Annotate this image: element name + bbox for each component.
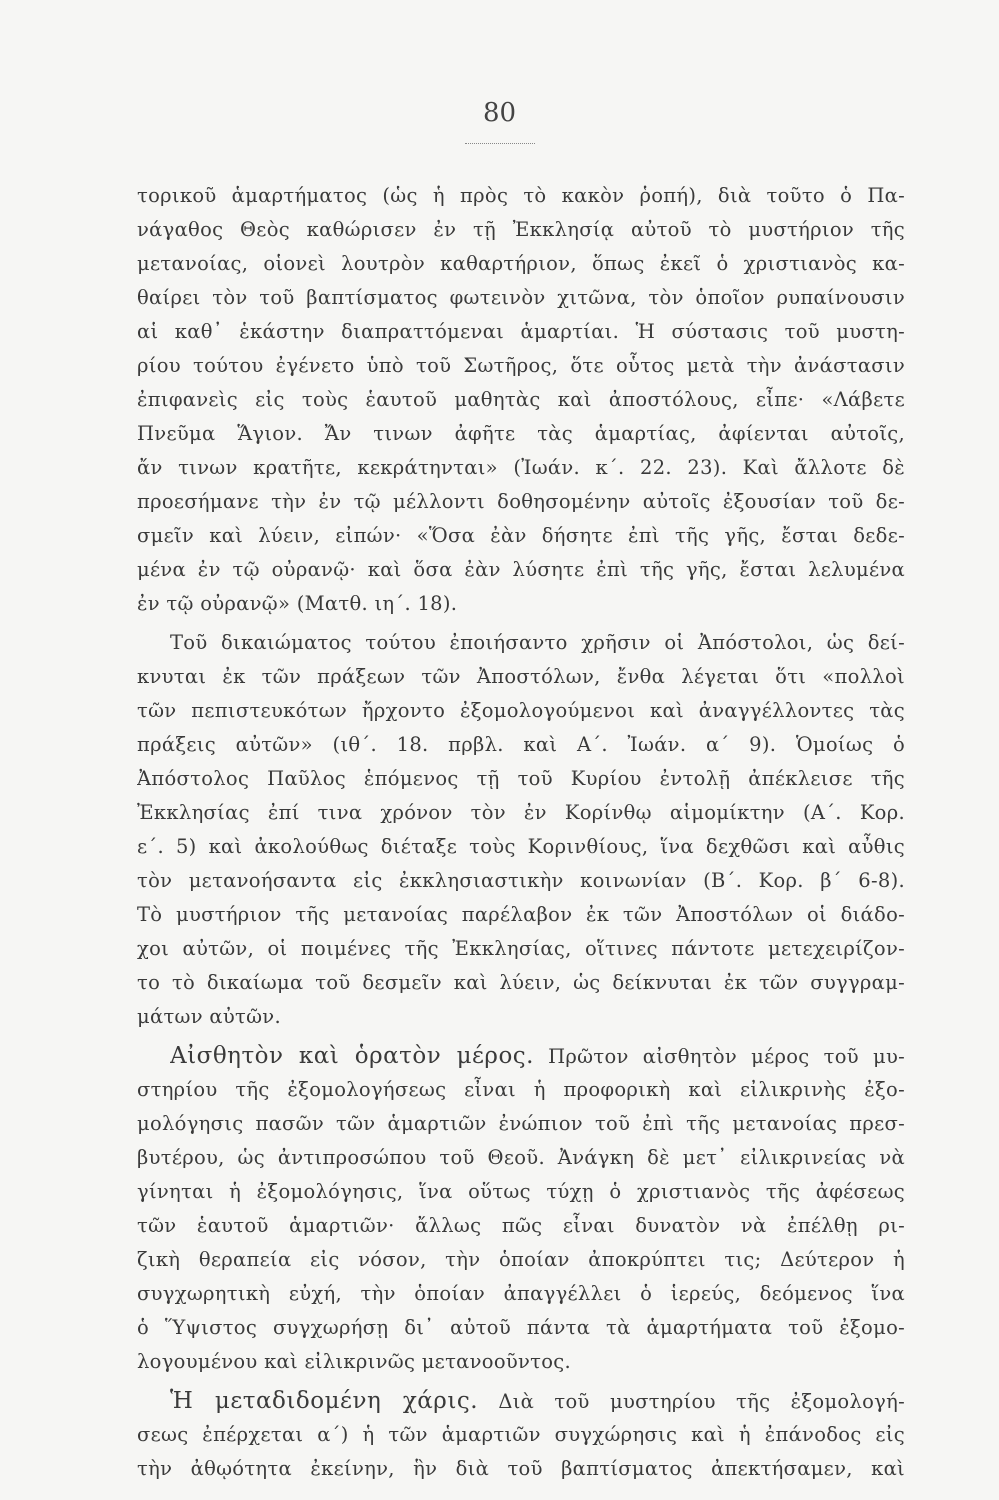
page-number: 80 (482, 98, 517, 128)
section-heading-line (170, 1038, 905, 1074)
text-line: ε΄. 5) καὶ ἀκολούθως διέταξε τοὺς Κορινθίους, ἵνα δεχθῶσι καὶ αὖθις (137, 835, 905, 858)
text-line: Ἐκκλησίας ἐπί τινα χρόνον τὸν ἐν Κορίνθῳ αἱμομίκτην (Α΄. Κορ. (137, 801, 905, 824)
text-line: τὸν μετανοήσαντα εἰς ἐκκλησιαστικὴν κοινωνίαν (Β΄. Κορ. β΄ 6-8). (137, 869, 905, 892)
section-heading: Αἰσθητὸν καὶ ὁρατὸν μέρος. (170, 1043, 534, 1069)
text-line: προεσήμανε τὴν ἐν τῷ μέλλοντι δοθησομένην αὐτοῖς ἐξουσίαν τοῦ δε- (137, 490, 905, 513)
text-line: γίνηται ἡ ἐξομολόγησις, ἵνα οὕτως τύχῃ ὁ χριστιανὸς τῆς ἀφέσεως (137, 1180, 905, 1203)
text-line: νάγαθος Θεὸς καθώρισεν ἐν τῇ Ἐκκλησίᾳ αὐτοῦ τὸ μυστήριον τῆς (137, 218, 905, 241)
text-line: μετανοίας, οἱονεὶ λουτρὸν καθαρτήριον, ὅπως ἐκεῖ ὁ χριστιανὸς κα- (137, 252, 905, 275)
text-line: στηρίου τῆς ἐξομολογήσεως εἶναι ἡ προφορικὴ καὶ εἰλικρινὴς ἐξο- (137, 1078, 905, 1101)
heading-line-text: Πρῶτον αἰσθητὸν μέρος τοῦ μυ- (534, 1045, 905, 1068)
text-line: μολόγησις πασῶν τῶν ἁμαρτιῶν ἐνώπιον τοῦ ἐπὶ τῆς μετανοίας πρεσ- (137, 1112, 905, 1135)
heading-line-text: Διὰ τοῦ μυστηρίου τῆς ἐξομολογή- (478, 1390, 905, 1413)
text-line: τῶν πεπιστευκότων ἤρχοντο ἐξομολογούμενοι καὶ ἀναγγέλλοντες τὰς (137, 699, 905, 722)
text-line: πράξεις αὐτῶν» (ιθ΄. 18. πρβλ. καὶ Α΄. Ἰωάν. α΄ 9). Ὁμοίως ὁ (137, 733, 905, 756)
text-line: μάτων αὐτῶν. (137, 1005, 281, 1028)
text-line: ὁ Ὕψιστος συγχωρήσῃ δι᾽ αὐτοῦ πάντα τὰ ἁμαρτήματα τοῦ ἐξομο- (137, 1316, 905, 1339)
text-line: βυτέρου, ὡς ἀντιπροσώπου τοῦ Θεοῦ. Ἀνάγκη δὲ μετ᾽ εἰλικρινείας νὰ (137, 1146, 905, 1169)
text-line: συγχωρητικὴ εὐχή, τὴν ὁποίαν ἀπαγγέλλει ὁ ἱερεύς, δεόμενος ἵνα (137, 1282, 905, 1305)
text-line: ἐν τῷ οὐρανῷ» (Ματθ. ιη΄. 18). (137, 592, 458, 615)
text-line: τὴν ἀθῳότητα ἐκείνην, ἣν διὰ τοῦ βαπτίσματος ἀπεκτήσαμεν, καὶ (137, 1457, 905, 1480)
text-line: τορικοῦ ἁμαρτήματος (ὡς ἡ πρὸς τὸ κακὸν ῥοπή), διὰ τοῦτο ὁ Πα- (137, 184, 905, 207)
text-line: κνυται ἐκ τῶν πράξεων τῶν Ἀποστόλων, ἔνθα λέγεται ὅτι «πολλοὶ (137, 665, 905, 688)
text-line: σμεῖν καὶ λύειν, εἰπών· «Ὅσα ἐὰν δήσητε ἐπὶ τῆς γῆς, ἔσται δεδε- (137, 524, 905, 547)
text-line: χοι αὐτῶν, οἱ ποιμένες τῆς Ἐκκλησίας, οἵτινες πάντοτε μετεχειρίζον- (137, 937, 905, 960)
text-line: λογουμένου καὶ εἰλικρινῶς μετανοοῦντος. (137, 1350, 572, 1373)
text-line: ἄν τινων κρατῆτε, κεκράτηνται» (Ἰωάν. κ΄. 22. 23). Καὶ ἄλλοτε δὲ (137, 456, 905, 479)
text-line: το τὸ δικαίωμα τοῦ δεσμεῖν καὶ λύειν, ὡς δείκνυται ἐκ τῶν συγγραμ- (137, 971, 905, 994)
page-number-rule (465, 143, 535, 144)
text-line: ζικὴ θεραπεία εἰς νόσον, τὴν ὁποίαν ἀποκρύπτει τις; Δεύτερον ἡ (137, 1248, 905, 1271)
text-line: Τοῦ δικαιώματος τούτου ἐποιήσαντο χρῆσιν οἱ Ἀπόστολοι, ὡς δεί- (170, 631, 905, 654)
text-line: ρίου τούτου ἐγένετο ὑπὸ τοῦ Σωτῆρος, ὅτε οὗτος μετὰ τὴν ἀνάστασιν (137, 354, 905, 377)
text-line: μένα ἐν τῷ οὐρανῷ· καὶ ὅσα ἐὰν λύσητε ἐπὶ τῆς γῆς, ἔσται λελυμένα (137, 558, 905, 581)
text-line: Πνεῦμα Ἅγιον. Ἄν τινων ἀφῆτε τὰς ἁμαρτίας, ἀφίενται αὐτοῖς, (137, 422, 905, 445)
text-line: ἐπιφανεὶς εἰς τοὺς ἑαυτοῦ μαθητὰς καὶ ἀποστόλους, εἶπε· «Λάβετε (137, 388, 905, 411)
text-line: τῶν ἑαυτοῦ ἁμαρτιῶν· ἄλλως πῶς εἶναι δυνατὸν νὰ ἐπέλθῃ ρι- (137, 1214, 905, 1237)
section-heading-line (170, 1383, 905, 1419)
text-line: σεως ἐπέρχεται α΄) ἡ τῶν ἁμαρτιῶν συγχώρησις καὶ ἡ ἐπάνοδος εἰς (137, 1423, 905, 1446)
section-heading: Ἡ μεταδιδομένη χάρις. (170, 1388, 479, 1414)
text-line: αἱ καθ᾽ ἑκάστην διαπραττόμεναι ἁμαρτίαι. Ἡ σύστασις τοῦ μυστη- (137, 320, 905, 343)
text-line: Ἀπόστολος Παῦλος ἑπόμενος τῇ τοῦ Κυρίου ἐντολῇ ἀπέκλεισε τῆς (137, 767, 905, 790)
text-line: Τὸ μυστήριον τῆς μετανοίας παρέλαβον ἐκ τῶν Ἀποστόλων οἱ διάδο- (137, 903, 905, 926)
text-line: θαίρει τὸν τοῦ βαπτίσματος φωτεινὸν χιτῶνα, τὸν ὁποῖον ρυπαίνουσιν (137, 286, 905, 309)
